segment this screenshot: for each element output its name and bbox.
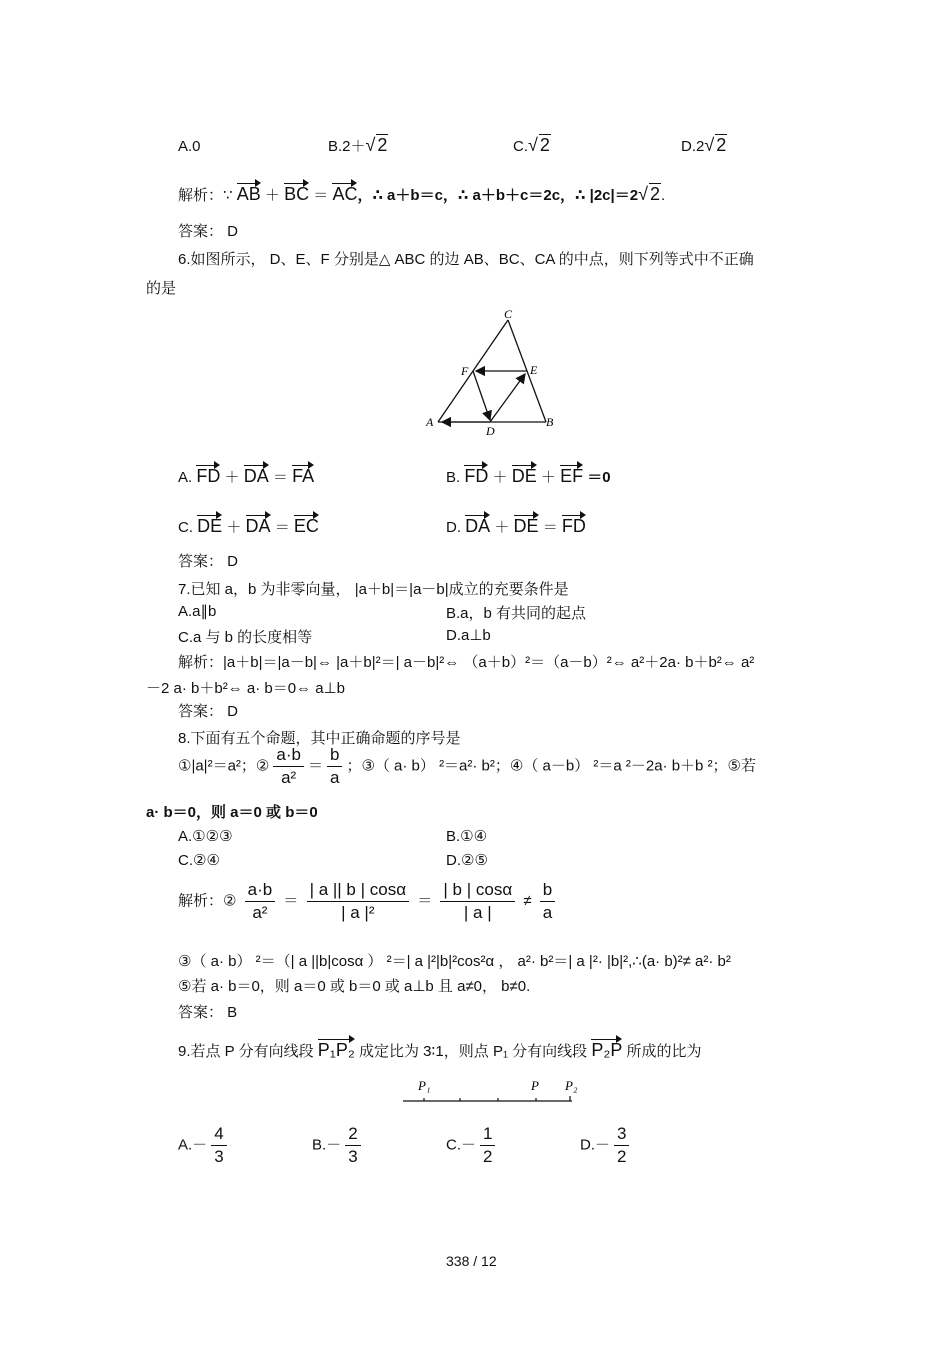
q9-stem [178, 1036, 702, 1061]
denominator: a² [281, 768, 297, 787]
operator: ＝ [272, 469, 288, 486]
vector-de [490, 374, 525, 422]
page-number: 338 / 12 [446, 1253, 497, 1269]
operator: ＋ [492, 469, 508, 486]
vector-ac: AC [332, 180, 357, 205]
fraction [440, 880, 515, 923]
radical-sign: √ [704, 135, 715, 155]
vector-term: EF [560, 462, 583, 487]
numerator: 1 [480, 1124, 495, 1146]
vector-term: FD [562, 512, 586, 537]
q5-answer: 答案： D [178, 223, 239, 240]
q5-option-b [328, 134, 388, 156]
vector-term: DA [246, 512, 271, 537]
q8-answer: 答案： B [178, 1004, 238, 1021]
fraction [307, 880, 409, 923]
denominator: 2 [617, 1147, 627, 1166]
numerator: a·b [245, 880, 276, 902]
vector-term: FA [292, 462, 314, 487]
segment-figure [400, 1074, 585, 1108]
q9-option-a [178, 1124, 231, 1167]
label-d: D [486, 424, 495, 438]
radical-sign: √ [528, 135, 538, 155]
vector-p1p2: P₁P₂ [318, 1036, 355, 1061]
fraction [273, 745, 304, 788]
option-prefix: D. [446, 519, 461, 536]
numerator: 3 [614, 1124, 629, 1146]
q7-solution-line1: 解析：|a＋b|＝|a－b|⇔ |a＋b|²＝| a－b|²⇔ （a＋b）²＝（a－b）²⇔ a²＋2a· b＋b²⇔ a² [178, 654, 755, 671]
q9-option-d [580, 1124, 633, 1167]
q6-option-b [446, 462, 611, 487]
denominator: 3 [348, 1147, 358, 1166]
q8-option-a: A.①②③ [178, 828, 233, 845]
vector-term: EC [294, 512, 319, 537]
q8-solution-line3: ⑤若 a· b＝0，则 a＝0 或 b＝0 或 a⊥b 且 a≠0， b≠0. [178, 978, 531, 995]
q6-option-d [446, 512, 586, 537]
q5-option-c-radicand: 2 [539, 135, 550, 155]
q5-solution-end: . [660, 187, 666, 204]
vector-p2p: P₂P [591, 1036, 622, 1061]
fraction [327, 745, 342, 788]
operator: ＝ [307, 757, 323, 775]
q6-stem-line1: 6.如图所示， D、E、F 分别是△ ABC 的边 AB、BC、CA 的中点，则下列等式中不正确 [178, 251, 754, 268]
prop-text: ；③（ a· b） ²＝a²· b²；④（ a－b） ²＝a ²－2a· b＋b ²；⑤若 [346, 757, 757, 775]
operator: ＝ [542, 519, 558, 536]
numerator: | a || b | cosα [307, 880, 409, 902]
prop-text: ①|a|²＝a²；② [178, 757, 270, 775]
vector-term: FD [196, 462, 220, 487]
numerator: b [540, 880, 555, 902]
triangle-figure [420, 300, 560, 440]
q5-option-d [681, 134, 727, 156]
solution-label: 解析：② [178, 892, 237, 910]
q8-option-d: D.②⑤ [446, 852, 488, 869]
q5-option-a: A.0 [178, 138, 201, 155]
denominator: | a |² [341, 903, 375, 922]
denominator: a² [252, 903, 268, 922]
fraction [540, 880, 555, 923]
q5-option-b-radicand: 2 [377, 135, 388, 155]
vector-bc: BC [284, 180, 309, 205]
numerator: 2 [345, 1124, 360, 1146]
operator: ＋ [224, 469, 240, 486]
denominator: 3 [214, 1147, 224, 1166]
fraction [480, 1124, 495, 1167]
stem-text: 9.若点 P 分有向线段 [178, 1043, 314, 1060]
numerator: a·b [273, 745, 304, 767]
solution-label: 解析：∵ [178, 187, 233, 204]
q8-propositions-line2: a· b＝0，则 a＝0 或 b＝0 [146, 804, 318, 821]
q7-stem: 7.已知 a，b 为非零向量， |a＋b|＝|a－b|成立的充要条件是 [178, 581, 569, 598]
operator: ＋ [494, 519, 510, 536]
label-b: B [546, 415, 554, 429]
stem-text: 成定比为 3∶1，则点 P₁ 分有向线段 [359, 1043, 588, 1060]
option-prefix: B. [446, 469, 461, 486]
q7-option-a: A.a∥b [178, 603, 217, 620]
option-tail: ＝0 [587, 469, 611, 486]
operator: ＋ [226, 519, 242, 536]
q7-option-c: C.a 与 b 的长度相等 [178, 629, 313, 646]
fraction [245, 880, 276, 923]
denominator: | a | [463, 903, 492, 922]
radical-sign: √ [365, 135, 376, 155]
q5-solution-middle: ，∴ a＋b＝c，∴ a＋b＋c＝2c，∴ |2c|＝2 [357, 187, 639, 204]
operator: ＋ [540, 469, 556, 486]
q8-solution-line1 [178, 880, 559, 923]
label-p2: P₂ [565, 1078, 578, 1093]
q6-answer: 答案： D [178, 553, 239, 570]
numerator: b [327, 745, 342, 767]
vector-ab: AB [237, 180, 261, 205]
numerator: 4 [211, 1124, 226, 1146]
vector-fd [473, 371, 490, 420]
label-c: C [504, 307, 513, 321]
q7-solution-line2: －2 a· b＋b²⇔ a· b＝0⇔ a⊥b [146, 680, 345, 697]
operator: ＝ [283, 892, 299, 910]
vector-term: FD [464, 462, 488, 487]
q9-option-c [446, 1124, 499, 1167]
q5-option-c [513, 134, 551, 156]
option-prefix: A.－ [178, 1136, 208, 1154]
q5-option-b-prefix: B.2＋ [328, 138, 366, 155]
q8-solution-line2: ③（ a· b） ²＝（| a ||b|cosα ） ²＝| a |²|b|²cos²α ， a²· b²＝| a |²· |b|²,∴(a· b)²≠ a²· b² [178, 953, 731, 970]
q7-option-b: B.a，b 有共同的起点 [446, 605, 587, 622]
vector-term: DA [465, 512, 490, 537]
fraction [614, 1124, 629, 1167]
vector-term: DA [244, 462, 269, 487]
q8-stem: 8.下面有五个命题，其中正确命题的序号是 [178, 730, 461, 747]
operator: ＝ [417, 892, 433, 910]
q8-option-c: C.②④ [178, 852, 220, 869]
denominator: 2 [483, 1147, 493, 1166]
fraction [345, 1124, 360, 1167]
vector-term: DE [197, 512, 222, 537]
option-prefix: C.－ [446, 1136, 477, 1154]
q7-answer: 答案： D [178, 703, 239, 720]
q9-option-b [312, 1124, 365, 1167]
option-prefix: D.－ [580, 1136, 611, 1154]
option-prefix: C. [178, 519, 193, 536]
q8-propositions-line1 [178, 745, 756, 788]
q6-stem-line2: 的是 [146, 280, 177, 297]
q6-option-c [178, 512, 319, 537]
q5-option-d-radicand: 2 [716, 135, 727, 155]
q5-option-c-prefix: C. [513, 138, 528, 155]
option-prefix: A. [178, 469, 193, 486]
operator: ＝ [274, 519, 290, 536]
vector-term: DE [514, 512, 539, 537]
denominator: a [542, 903, 553, 922]
option-prefix: B.－ [312, 1136, 342, 1154]
fraction [211, 1124, 226, 1167]
label-e: E [530, 363, 538, 377]
q8-option-b: B.①④ [446, 828, 488, 845]
label-a: A [426, 415, 434, 429]
label-p1: P₁ [418, 1078, 431, 1093]
q5-option-d-prefix: D.2 [681, 138, 705, 155]
q6-option-a [178, 462, 314, 487]
denominator: a [329, 768, 340, 787]
vector-term: DE [512, 462, 537, 487]
numerator: | b | cosα [440, 880, 515, 902]
radical-sign: √ [638, 184, 648, 204]
operator: ≠ [523, 892, 532, 910]
q5-solution: 解析：∵ AB ＋ BC ＝ AC，∴ a＋b＝c，∴ a＋b＋c＝2c，∴ |2c|＝2√ 2. [178, 180, 665, 205]
q7-option-d: D.a⊥b [446, 627, 491, 644]
label-f: F [461, 364, 469, 378]
label-p: P [531, 1078, 539, 1093]
q5-solution-radicand: 2 [649, 184, 660, 204]
stem-text: 所成的比为 [626, 1043, 702, 1060]
